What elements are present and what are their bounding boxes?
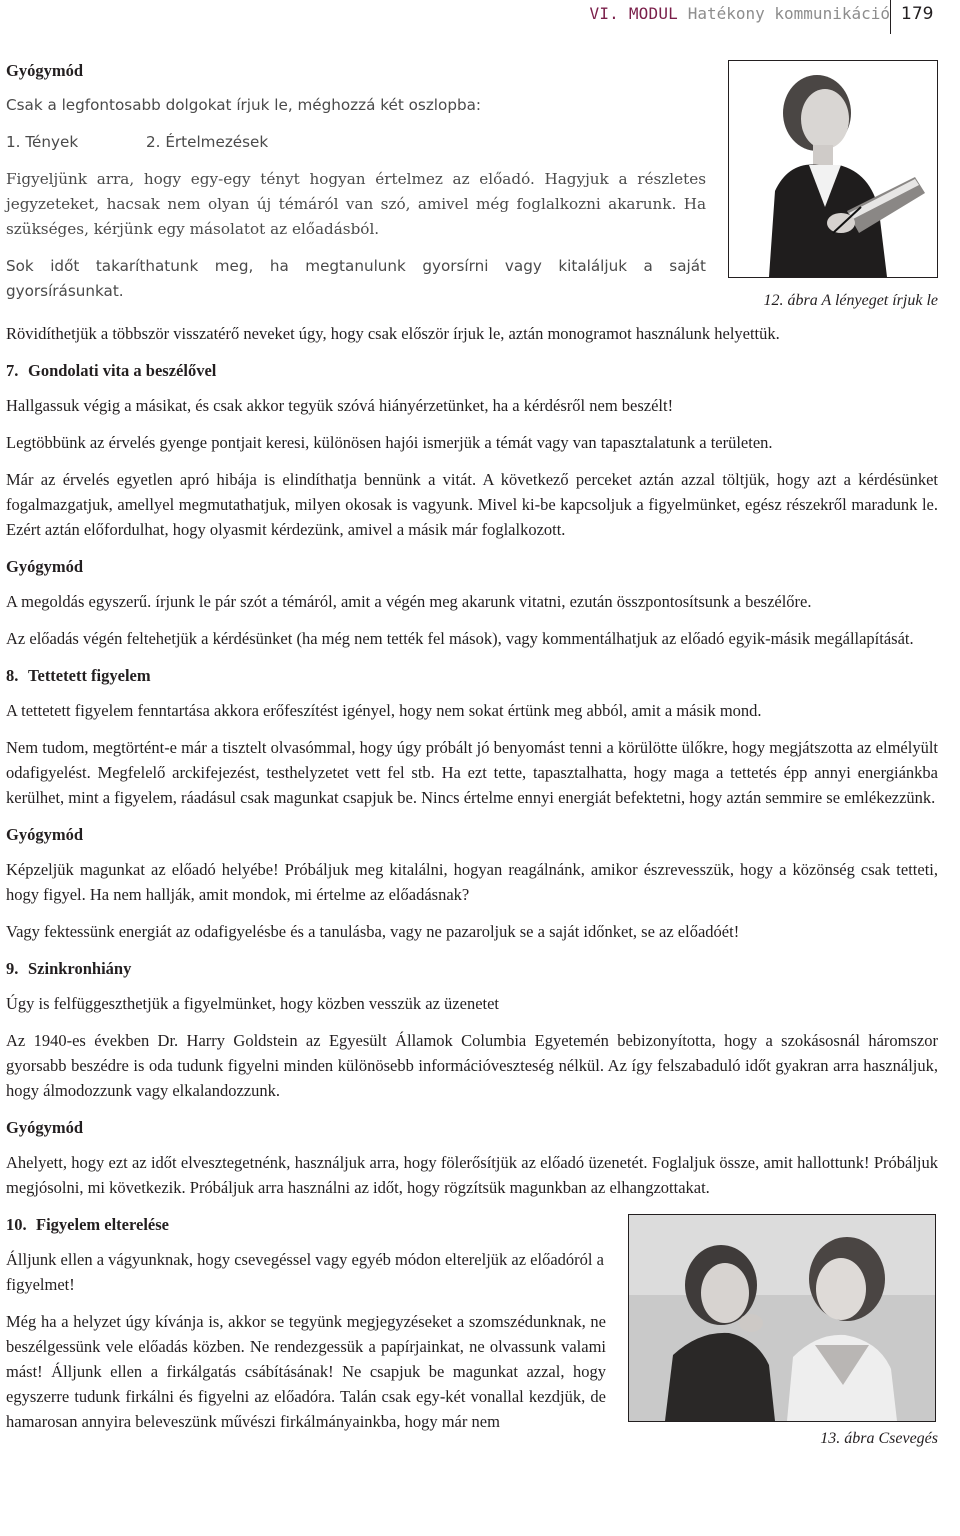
paragraph: Csak a legfontosabb dolgokat írjuk le, méghozzá két oszlopba: (6, 96, 482, 114)
section-title: Gondolati vita a beszélővel (28, 361, 217, 380)
paragraph: Rövidíthetjük a többször visszatérő neveket úgy, hogy csak először írjuk le, aztán monogramot használunk helyettük. (6, 324, 780, 343)
running-header (0, 0, 960, 38)
figure-12 (728, 60, 938, 313)
paragraph: Úgy is felfüggeszthetjük a figyelmünket, hogy közben vesszük az üzenetet (6, 994, 500, 1013)
section-number: 8. (6, 666, 19, 685)
figure-13-caption: 13. ábra Csevegés (820, 1430, 938, 1447)
page-number: 179 (901, 4, 934, 24)
woman-writing-photo (729, 61, 937, 277)
section-heading-7 (6, 358, 938, 383)
section-title: Tettetett figyelem (28, 666, 151, 685)
paragraph: Álljunk ellen a vágyunknak, hogy csevegéssel vagy egyéb módon eltereljük az előadóról a figyelmet! (6, 1250, 604, 1294)
paragraph: Az 1940-es években Dr. Harry Goldstein az Egyesült Államok Columbia Egyetemén bebizonyította, hogy a szokásosnál háromszor gyorsabb beszédre is oda tudunk figyelni minden különösebb információveszteség nélkül. Az így felszabaduló időt gyakran arra használjuk, hogy álmodozzunk vagy elkalandozzunk. (6, 1031, 938, 1100)
section-number: 9. (6, 959, 19, 978)
paragraph: Nem tudom, megtörtént-e már a tisztelt olvasómmal, hogy úgy próbált jó benyomást tenni a körülötte ülőkre, hogy megjátszotta az elmélyült odafigyelést. Megfelelő arckifejezést, testhelyzetet vett fel stb. Ha ezt tette, tapasztalhatta, hogy maga a tettetés épp annyi energiánkba kerülhet, mint a figyelem, ráadásul csak magunkat csapjuk be. Nincs értelme ennyi energiát befektetni, hogy aztán semmire se emlékezzünk. (6, 738, 938, 807)
figure-12-photo (728, 60, 938, 278)
paragraph: A tettetett figyelem fenntartása akkora erőfeszítést igényel, hogy nem sokat értünk meg abból, amit a másik mond. (6, 701, 762, 720)
paragraph: Ahelyett, hogy ezt az időt elvesztegetnénk, használjuk arra, hogy fölerősítjük az előadó üzenetét. Foglaljuk össze, amit hallottunk! Próbáljuk megjósolni, mi következik. Próbáljuk arra használni az időt, hogy rögzítsük magunkban az elhangzottakat. (6, 1153, 938, 1197)
remedy-heading: Gyógymód (6, 1118, 84, 1137)
section-title: Figyelem elterelése (36, 1215, 169, 1234)
paragraph: Vagy fektessünk energiát az odafigyelésbe és a tanulásba, vagy ne pazaroljuk se a saját időnket, se az előadóét! (6, 922, 740, 941)
section-heading-9 (6, 956, 938, 981)
chatting-women-photo (629, 1215, 935, 1421)
section-number: 7. (6, 361, 19, 380)
list-item-interpretations: 2. Értelmezések (146, 133, 269, 151)
page-body (6, 58, 938, 1455)
chapter-title: Hatékony kommunikáció (687, 4, 890, 23)
paragraph: Az előadás végén feltehetjük a kérdésünket (ha még nem tették fel mások), vagy kommentálhatjuk az előadó egyik-másik megállapítását. (6, 629, 914, 648)
section-heading-8 (6, 663, 938, 688)
figure-13 (628, 1214, 938, 1451)
header-divider (890, 0, 891, 34)
paragraph: Legtöbbünk az érvelés gyenge pontjait keresi, különösen hajói ismerjük a témát vagy van tapasztalatunk a területen. (6, 433, 773, 452)
section-number: 10. (6, 1215, 27, 1234)
figure-12-caption: 12. ábra A lényeget írjuk le (763, 292, 938, 309)
remedy-heading: Gyógymód (6, 825, 84, 844)
paragraph: Még ha a helyzet úgy kívánja is, akkor se tegyünk megjegyzéseket a szomszédunknak, ne beszélgessünk vele előadás közben. Ne rendezgessük a papírjainkat, ne olvassunk valami mást! Álljunk ellen a firkálgatás csábításának! Ne csapjuk be magunkat azzal, hogy egyszerre tudunk firkálni és figyelni az előadóra. Talán csak egy-két vonallal kezdjük, de hamarosan annyira beleveszünk művészi firkálmányainkba, hogy már nem (6, 1312, 606, 1431)
paragraph: Már az érvelés egyetlen apró hibája is elindíthatja bennünk a vitát. A következő perceket aztán azzal töltjük, hogy azt a kérdésünket fogalmazgatjuk, amellyel megmutathatjuk, milyen okosak is vagyunk. Mivel ki-be kapcsoljuk a figyelmünket, egész részekről maradunk le. Ezért aztán előfordulhat, hogy olyasmit kérdezünk, amivel a másik már foglalkozott. (6, 470, 938, 539)
paragraph: Sok időt takaríthatunk meg, ha megtanulunk gyorsírni vagy kitaláljuk a saját gyorsírásunkat. (6, 257, 706, 300)
figure-13-photo (628, 1214, 936, 1422)
paragraph: A megoldás egyszerű. írjunk le pár szót a témáról, amit a végén meg akarunk vitatni, ezután összpontosítsunk a beszélőre. (6, 592, 812, 611)
section-title: Szinkronhiány (28, 959, 132, 978)
remedy-heading: Gyógymód (6, 61, 84, 80)
paragraph: Hallgassuk végig a másikat, és csak akkor tegyük szóvá hiányérzetünket, ha a kérdésről nem beszélt! (6, 396, 674, 415)
paragraph: Figyeljünk arra, hogy egy-egy tényt hogyan értelmez az előadó. Hagyjuk a részletes jegyzeteket, hacsak nem olyan új témáról van szó, amivel még foglalkozni akarunk. Ha szükséges, kérjünk egy másolatot az előadásból. (6, 170, 706, 238)
remedy-heading: Gyógymód (6, 557, 84, 576)
list-item-facts: 1. Tények (6, 133, 79, 151)
module-label: VI. MODUL (589, 4, 678, 23)
paragraph: Képzeljük magunkat az előadó helyébe! Próbáljuk meg kitalálni, hogyan reagálnánk, amikor észrevesszük, hogy a közönség csak tetteti, hogy figyel. Ha nem hallják, amit mondok, mi értelme az előadásnak? (6, 860, 938, 904)
